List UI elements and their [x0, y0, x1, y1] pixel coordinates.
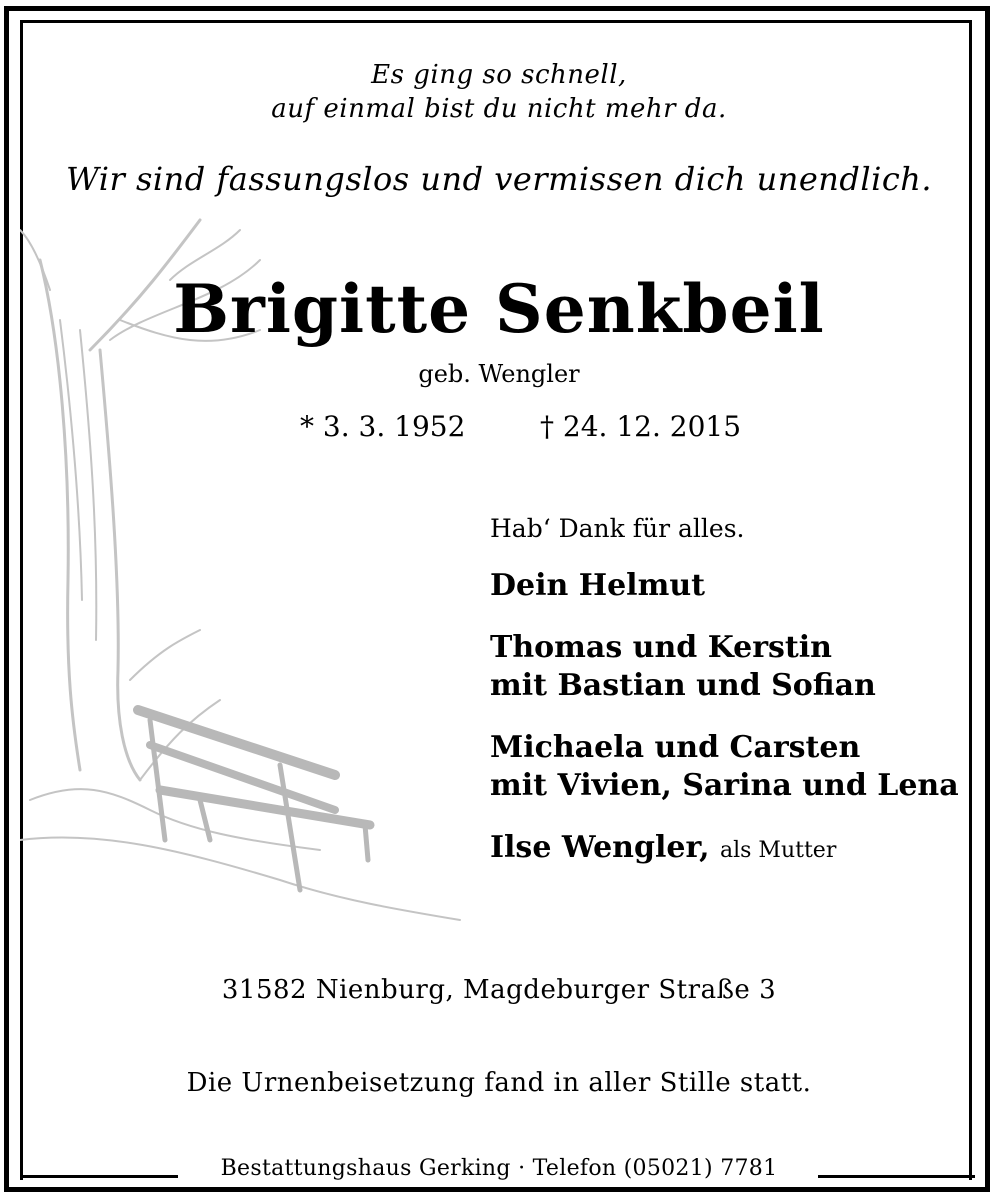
mourner-children-2: mit Vivien, Sarina und Lena [490, 768, 959, 803]
mourner-ilse-note: als Mutter [719, 838, 837, 863]
funeral-home-footer: Bestattungshaus Gerking · Telefon (05021) 7781 [220, 1156, 778, 1181]
mourner-ilse [490, 830, 836, 865]
mourner-ilse-name: Ilse Wengler, [490, 830, 710, 865]
maiden-name: geb. Wengler [418, 360, 580, 388]
death-date: † 24. 12. 2015 [540, 410, 742, 443]
deceased-name: Brigitte Senkbeil [173, 270, 825, 348]
mourner-helmut: Dein Helmut [490, 568, 705, 603]
mourner-thomas-kerstin: Thomas und Kerstin [490, 630, 832, 665]
burial-note: Die Urnenbeisetzung fand in aller Stille statt. [186, 1068, 812, 1098]
motto-line-1: Es ging so schnell, [371, 60, 627, 90]
motto-line-3: Wir sind fassungslos und vermissen dich unendlich. [65, 160, 933, 198]
mourner-children-1: mit Bastian und Sofian [490, 668, 876, 703]
thanks-line: Hab‘ Dank für alles. [490, 514, 745, 543]
address: 31582 Nienburg, Magdeburger Straße 3 [221, 975, 777, 1005]
motto-line-2: auf einmal bist du nicht mehr da. [271, 94, 727, 124]
birth-date: * 3. 3. 1952 [300, 410, 466, 443]
mourner-michaela-carsten: Michaela und Carsten [490, 730, 861, 765]
